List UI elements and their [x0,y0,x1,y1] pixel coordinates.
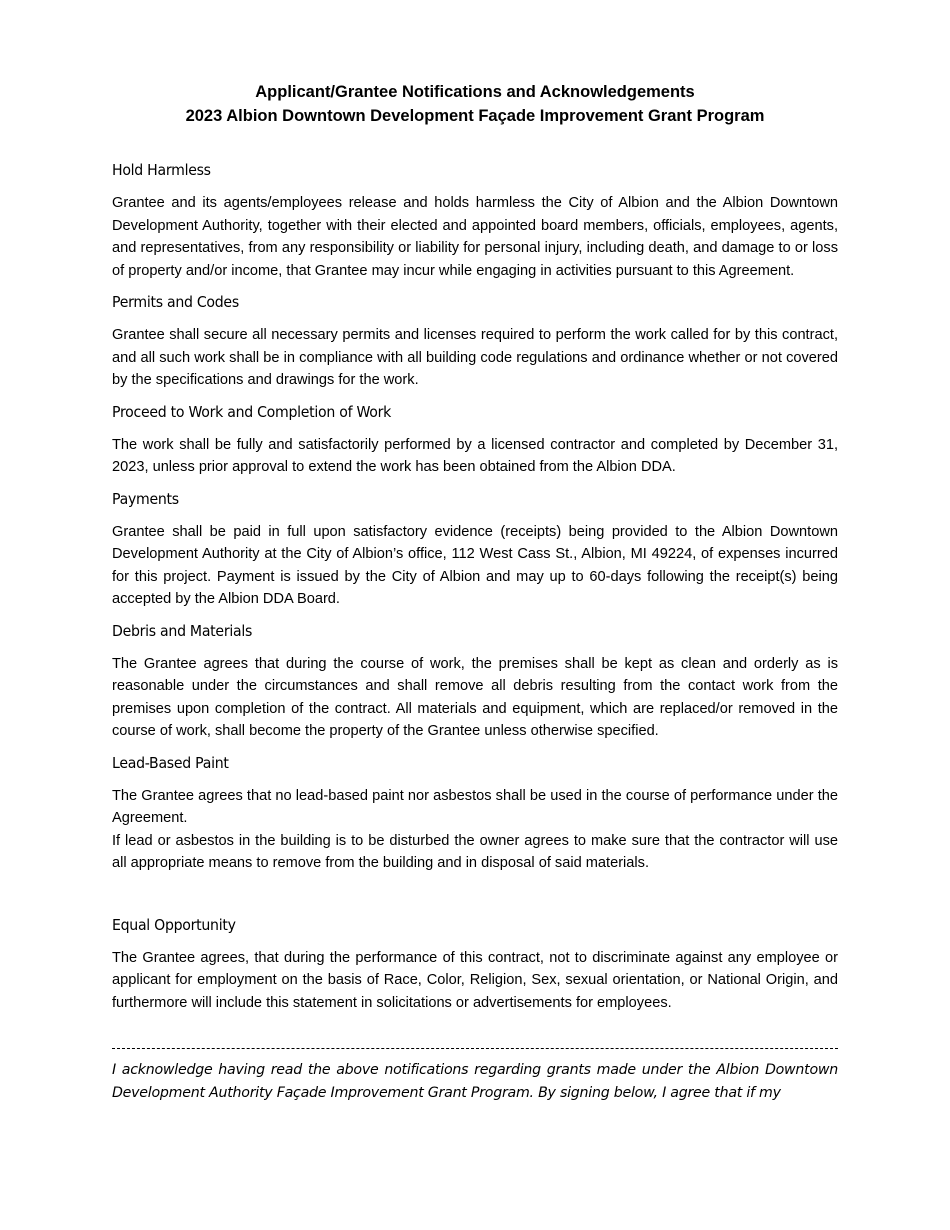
section-heading: Hold Harmless [112,161,211,179]
section-body: Grantee shall be paid in full upon satisfactory evidence (receipts) being provided to the Albion Downtown Development Authority at the City of Albion’s office, 112 West Cass St., Albion, MI 49224, of expenses incurred for this project. Payment is issued by the City of Albion and may up to 60-days following the receipt(s) being accepted by the Albion DDA Board. [112,523,838,607]
section-permits-codes [112,292,838,392]
section-payments [112,489,838,611]
section-heading: Equal Opportunity [112,915,236,934]
section-spacer [112,885,838,915]
section-proceed-completion [112,402,838,479]
section-body: Grantee and its agents/employees release and holds harmless the City of Albion and the Albion Downtown Development Authority, together with their elected and appointed board members, officials, employees, agents, and representatives, from any responsibility or liability for personal injury, including death, and damage to or loss of property and/or income, that Grantee may incur while engaging in activities pursuant to this Agreement. [112,195,838,279]
title-line-2: 2023 Albion Downtown Development Façade Improvement Grant Program [185,107,765,125]
section-body: The Grantee agrees that no lead-based paint nor asbestos shall be used in the course of performance under the Agreement. [112,787,838,826]
section-body: Grantee shall secure all necessary permits and licenses required to perform the work called for by this contract, and all such work shall be in compliance with all building code regulations and ordinance whether or not covered by the specifications and drawings for the work. [112,327,838,388]
document-page [112,80,838,1104]
divider-line [112,1048,838,1049]
section-equal-opportunity [112,915,838,1015]
section-heading: Permits and Codes [112,293,239,311]
sections [112,160,838,1014]
section-body: The Grantee agrees, that during the performance of this contract, not to discriminate against any employee or applicant for employment on the basis of Race, Color, Religion, Sex, sexual orientation, or National Origin, and furthermore will include this statement in solicitations or advertisements for employees. [112,949,838,1011]
document-header [112,80,838,128]
section-debris-materials [112,621,838,743]
section-hold-harmless [112,160,838,282]
section-heading: Debris and Materials [112,621,253,640]
section-body-continued: If lead or asbestos in the building is to be disturbed the owner agrees to make sure that the contractor will use all appropriate means to remove from the building and in disposal of said materials. [112,832,838,871]
section-heading: Lead-Based Paint [112,753,229,772]
title-line-1: Applicant/Grantee Notifications and Acknowledgements [255,83,695,101]
section-body: The work shall be fully and satisfactorily performed by a licensed contractor and completed by December 31, 2023, unless prior approval to extend the work has been obtained from the Albion DDA. [112,436,838,475]
section-lead-paint [112,753,838,875]
section-heading: Proceed to Work and Completion of Work [112,402,392,421]
section-body: The Grantee agrees that during the course of work, the premises shall be kept as clean and orderly as is reasonable under the circumstances and shall remove all debris resulting from the contact work from the premises upon completion of the contract. All materials and equipment, which are replaced/or removed in the course of work, shall become the property of the Grantee unless otherwise specified. [112,655,838,739]
acknowledgement-text: I acknowledge having read the above notifications regarding grants made under the Albion Downtown Development Authority Façade Improvement Grant Program. By signing below, I agree that if my [112,1062,838,1101]
section-heading: Payments [112,489,179,508]
